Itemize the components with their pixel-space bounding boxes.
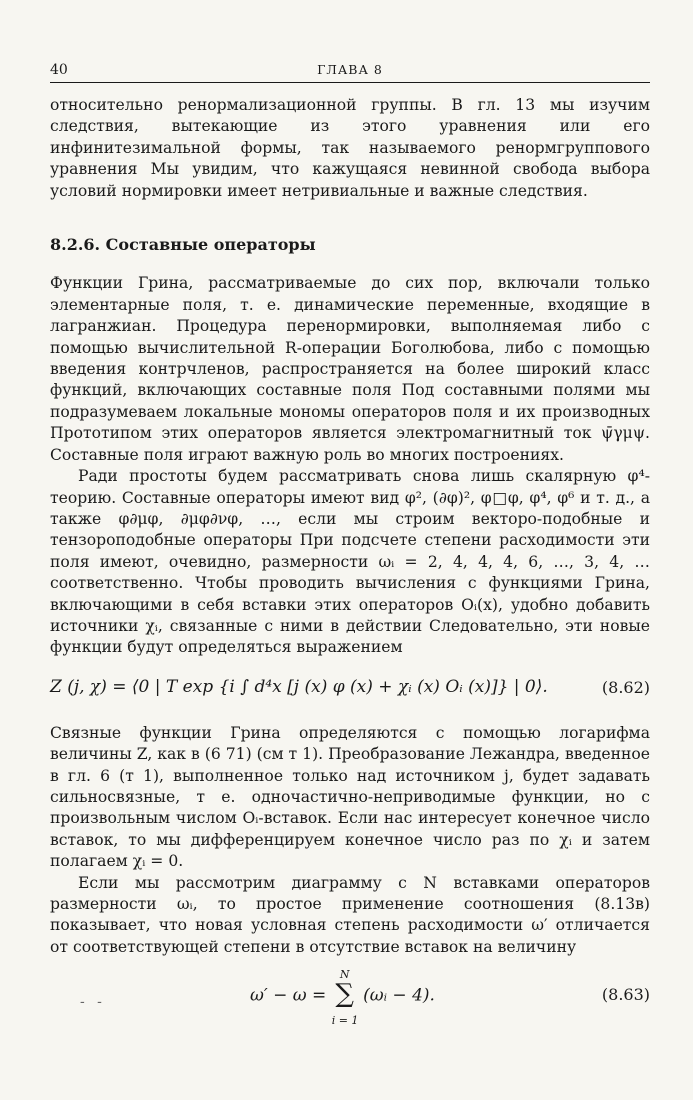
chapter-title: ГЛАВА 8 — [317, 62, 383, 77]
paragraph-green-functions: Функции Грина, рассматриваемые до сих пор, включали только элементарные поля, т. е. динамические переменные, входящие в лагранжиан. Процедура перенормировки, выполняемая либо с помощью вычислительной R-операции Боголюбова, либо с помощью введения контрчленов, распространяется на более широкий класс функций, включающих составные поля Под составными полями мы подразумеваем локальные мономы операторов поля и их производных Прототипом этих операторов является электромагнитный ток ψ̄γμψ. Составные поля играют важную роль во многих построениях. — [50, 274, 650, 464]
summation — [331, 968, 359, 1028]
summation-upper: N — [339, 968, 350, 982]
section-heading: 8.2.6. Составные операторы — [50, 235, 316, 255]
summation-symbol: ∑ — [335, 979, 354, 1010]
paragraph-scalar-theory: Ради простоты будем рассматривать снова лишь скалярную φ⁴-теорию. Составные операторы имеют вид φ², (∂φ)², φ□φ, φ⁴, φ⁶ и т. д., а также φ∂μφ, ∂μφ∂νφ, …, если мы строим векторо-подобные и тензороподобные операторы При подсчете степени расходимости эти поля имеют, очевидно, размерности ωᵢ = 2, 4, 4, 4, 6, …, 3, 4, … соответственно. Чтобы проводить вычисления с функциями Грина, включающими в себя вставки этих операторов Oᵢ(x), удобно добавить источники χᵢ, связанные с ними в действии Следовательно, эти новые функции будут определяться выражением — [50, 467, 650, 657]
running-header — [50, 58, 650, 83]
summation-lower: i = 1 — [331, 1014, 359, 1028]
equation-8-63-rhs: (ωᵢ − 4). — [363, 985, 435, 1006]
equation-8-63 — [50, 966, 650, 1028]
paragraph-connected-functions: Связные функции Грина определяются с помощью логарифма величины Z, как в (6 71) (см т 1). Преобразование Лежандра, введенное в гл. 6 (т 1), выполненное только над источником j, будет задавать сильносвязные, т е. одночастично-неприводимые функции, но с произвольным числом Oᵢ-вставок. Если нас интересует конечное число вставок, то мы дифференцируем конечное число раз по χᵢ и затем полагаем χᵢ = 0. — [50, 723, 650, 871]
page-number: 40 — [50, 62, 68, 78]
margin-mark: - - — [80, 994, 106, 1011]
equation-8-62-body: Z (j, χ) = ⟨0 | T exp {i ∫ d⁴x [j (x) φ (x) + χᵢ (x) Oᵢ (x)]} | 0⟩. — [50, 676, 548, 697]
paragraph-insertions: Если мы рассмотрим диаграмму с N вставками операторов размерности ωᵢ, то простое применение соотношения (8.13в) показывает, что новая условная степень расходимости ω′ отличается от соответствующей степени в отсутствие вставок на величину — [50, 873, 650, 956]
equation-8-63-lhs: ω′ − ω = — [250, 985, 327, 1006]
page — [50, 58, 650, 1038]
paragraph-renormalization-group: относительно ренормализационной группы. В гл. 13 мы изучим следствия, вытекающие из этого уравнения или его инфинитезимальной формы, так называемого ренормгруппового уравнения Мы увидим, что кажущаяся невинной свобода выбора условий нормировки имеет нетривиальные и важные следствия. — [50, 96, 650, 200]
equation-8-62-number: (8.62) — [601, 677, 650, 697]
equation-8-63-body — [250, 968, 435, 1028]
equation-8-62 — [50, 669, 650, 709]
equation-8-63-number: (8.63) — [601, 985, 650, 1005]
